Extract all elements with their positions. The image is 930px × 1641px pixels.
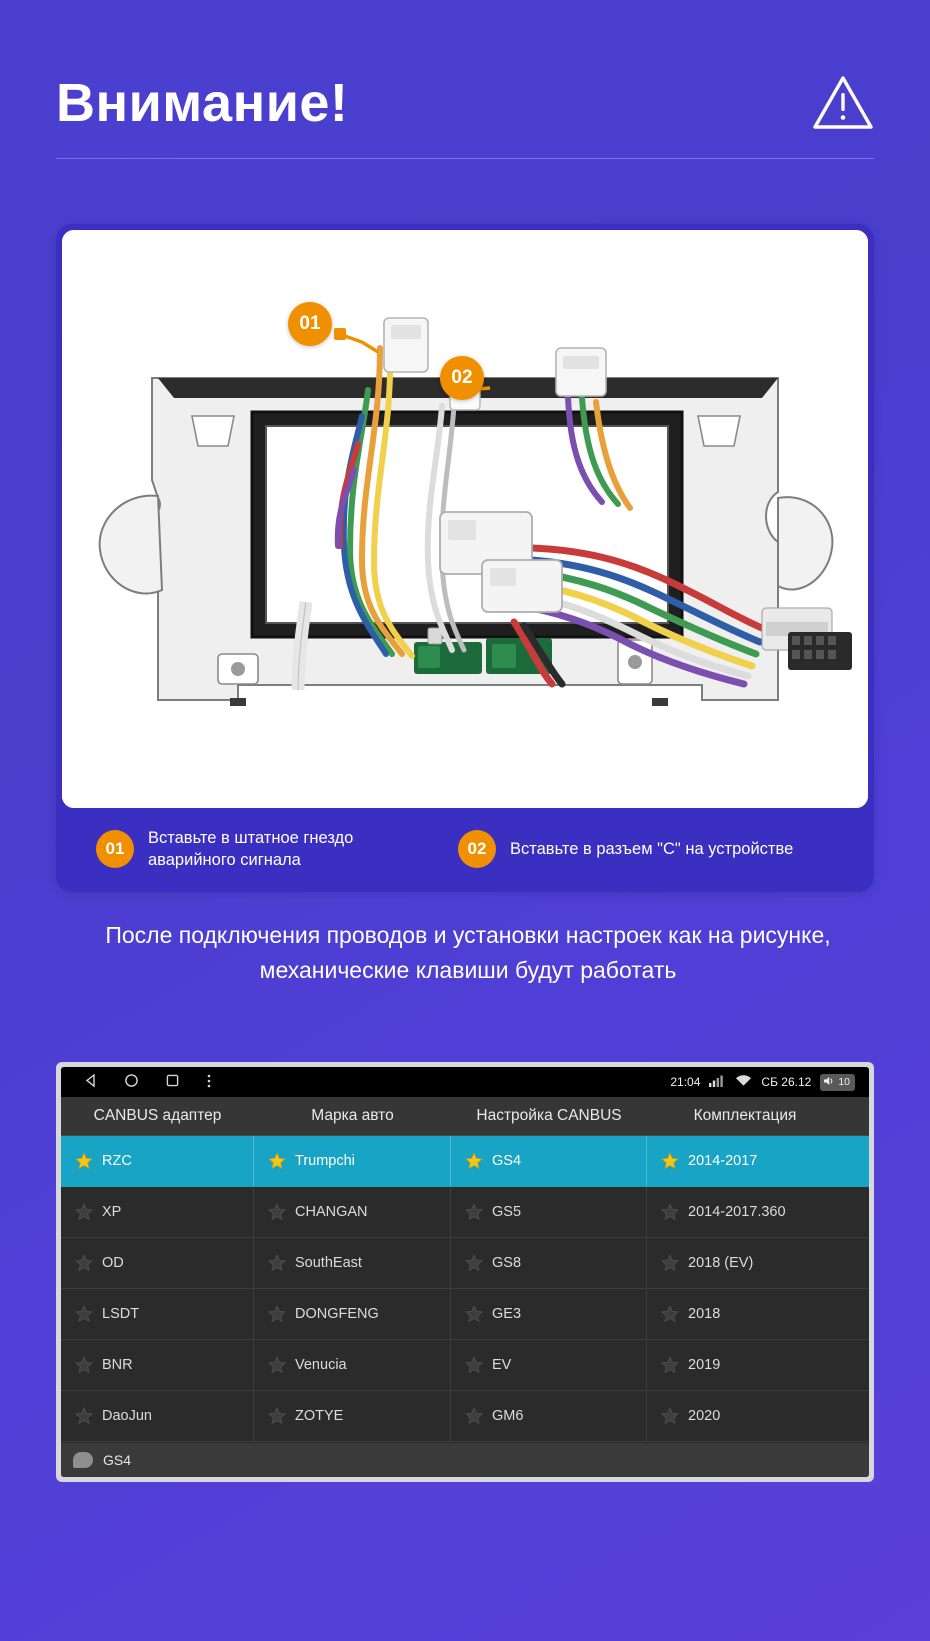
cell-car-brand[interactable] [254, 1289, 451, 1339]
cell-text: SouthEast [295, 1255, 362, 1271]
cell-text: DONGFENG [295, 1306, 379, 1322]
star-icon[interactable] [75, 1152, 93, 1170]
star-icon[interactable] [75, 1254, 93, 1272]
cell-text: OD [102, 1255, 124, 1271]
table-row[interactable] [61, 1238, 869, 1289]
cell-text: Venucia [295, 1357, 347, 1373]
cell-canbus-setting[interactable] [451, 1340, 647, 1390]
page-header [56, 48, 874, 158]
cell-text: BNR [102, 1357, 133, 1373]
legend-item-01 [62, 827, 442, 872]
star-icon[interactable] [661, 1407, 679, 1425]
cell-car-brand[interactable] [254, 1340, 451, 1390]
android-nav-buttons [71, 1073, 212, 1092]
cell-canbus-setting[interactable] [451, 1391, 647, 1441]
car-radio-frame-wiring-photo [62, 230, 868, 808]
cell-canbus-setting[interactable] [451, 1289, 647, 1339]
cell-text: 2014-2017.360 [688, 1204, 786, 1220]
star-icon[interactable] [268, 1203, 286, 1221]
recents-square-icon[interactable] [165, 1073, 180, 1091]
star-icon[interactable] [268, 1305, 286, 1323]
legend-item-02 [442, 830, 862, 868]
cell-car-brand[interactable] [254, 1391, 451, 1441]
cell-trim[interactable] [647, 1136, 843, 1186]
diagram-card [56, 224, 874, 892]
cell-canbus-adapter[interactable] [61, 1289, 254, 1339]
star-icon[interactable] [75, 1407, 93, 1425]
star-icon[interactable] [465, 1254, 483, 1272]
cell-canbus-adapter[interactable] [61, 1340, 254, 1390]
callout-marker-01: 01 [288, 302, 332, 346]
column-header-trim: Комплектация [693, 1107, 797, 1124]
device-screen [61, 1067, 869, 1477]
cell-car-brand[interactable] [254, 1136, 451, 1186]
star-icon[interactable] [465, 1152, 483, 1170]
table-rows [61, 1136, 869, 1443]
cell-trim[interactable] [647, 1340, 843, 1390]
star-icon[interactable] [268, 1254, 286, 1272]
table-row[interactable] [61, 1340, 869, 1391]
wifi-icon [735, 1074, 752, 1090]
cell-text: 2014-2017 [688, 1153, 758, 1169]
cell-text: DaoJun [102, 1408, 152, 1424]
cell-canbus-setting[interactable] [451, 1238, 647, 1288]
cell-text: GS4 [492, 1153, 522, 1169]
star-icon[interactable] [661, 1305, 679, 1323]
legend-text-01: Вставьте в штатное гнездо аварийного сигнала [148, 828, 354, 869]
star-icon[interactable] [661, 1254, 679, 1272]
cell-text: CHANGAN [295, 1204, 368, 1220]
signal-bars-icon [709, 1074, 726, 1090]
star-icon[interactable] [465, 1356, 483, 1374]
more-vertical-icon[interactable] [206, 1073, 212, 1092]
cell-text: ZOTYE [295, 1408, 344, 1424]
table-row[interactable] [61, 1187, 869, 1238]
page-title: Внимание! [56, 73, 349, 133]
cell-text: GS8 [492, 1255, 522, 1271]
cell-canbus-adapter[interactable] [61, 1238, 254, 1288]
cell-text: 2018 [688, 1306, 721, 1322]
legend-badge-01: 01 [96, 830, 134, 868]
warning-triangle-icon [812, 74, 874, 132]
device-screenshot-frame [56, 1062, 874, 1482]
cell-trim[interactable] [647, 1391, 843, 1441]
cell-text: GM6 [492, 1408, 524, 1424]
star-icon[interactable] [75, 1203, 93, 1221]
column-header-canbus-setting: Настройка CANBUS [476, 1107, 622, 1124]
column-header-car-brand: Марка авто [311, 1107, 394, 1124]
legend-badge-02: 02 [458, 830, 496, 868]
diagram-legend [62, 812, 868, 886]
star-icon[interactable] [465, 1407, 483, 1425]
star-icon[interactable] [268, 1152, 286, 1170]
header-divider [56, 158, 874, 159]
cell-car-brand[interactable] [254, 1187, 451, 1237]
cell-canbus-setting[interactable] [451, 1187, 647, 1237]
legend-text-02: Вставьте в разъем "C" на устройстве [510, 839, 794, 858]
star-icon[interactable] [661, 1203, 679, 1221]
cell-text: XP [102, 1204, 122, 1220]
cell-text: GE3 [492, 1306, 522, 1322]
android-status-bar [61, 1067, 869, 1097]
star-icon[interactable] [465, 1203, 483, 1221]
table-row[interactable] [61, 1136, 869, 1187]
bottom-status-text: GS4 [103, 1452, 132, 1468]
status-time: 21:04 [670, 1075, 701, 1089]
star-icon[interactable] [75, 1356, 93, 1374]
cell-trim[interactable] [647, 1238, 843, 1288]
instruction-caption: После подключения проводов и установки настроек как на рисунке, механические клавиши будут работать [105, 922, 831, 983]
cell-trim[interactable] [647, 1187, 843, 1237]
volume-indicator [820, 1074, 855, 1091]
cell-text: LSDT [102, 1306, 140, 1322]
cell-text: Trumpchi [295, 1153, 355, 1169]
status-indicators [670, 1074, 859, 1091]
cell-canbus-adapter[interactable] [61, 1136, 254, 1186]
star-icon[interactable] [465, 1305, 483, 1323]
volume-icon [823, 1075, 835, 1090]
cell-text: 2020 [688, 1408, 721, 1424]
cell-text: 2018 (EV) [688, 1255, 754, 1271]
cell-text: RZC [102, 1153, 132, 1169]
home-circle-icon[interactable] [124, 1073, 139, 1091]
cell-canbus-setting[interactable] [451, 1136, 647, 1186]
bottom-status-bar [61, 1443, 869, 1477]
cell-canbus-adapter[interactable] [61, 1187, 254, 1237]
back-triangle-icon[interactable] [83, 1073, 98, 1091]
table-row[interactable] [61, 1391, 869, 1442]
column-header-canbus-adapter: CANBUS адаптер [93, 1107, 222, 1124]
cell-canbus-adapter[interactable] [61, 1391, 254, 1441]
cell-text: EV [492, 1357, 512, 1373]
volume-value: 10 [838, 1076, 850, 1088]
chat-bubble-icon [73, 1452, 93, 1468]
table-row[interactable] [61, 1289, 869, 1340]
star-icon[interactable] [75, 1305, 93, 1323]
table-column-headers [61, 1097, 869, 1136]
cell-text: GS5 [492, 1204, 522, 1220]
star-icon[interactable] [268, 1356, 286, 1374]
star-icon[interactable] [268, 1407, 286, 1425]
status-date: СБ 26.12 [761, 1075, 812, 1089]
cell-car-brand[interactable] [254, 1238, 451, 1288]
star-icon[interactable] [661, 1356, 679, 1374]
cell-trim[interactable] [647, 1289, 843, 1339]
callout-marker-02: 02 [440, 356, 484, 400]
cell-text: 2019 [688, 1357, 721, 1373]
star-icon[interactable] [661, 1152, 679, 1170]
